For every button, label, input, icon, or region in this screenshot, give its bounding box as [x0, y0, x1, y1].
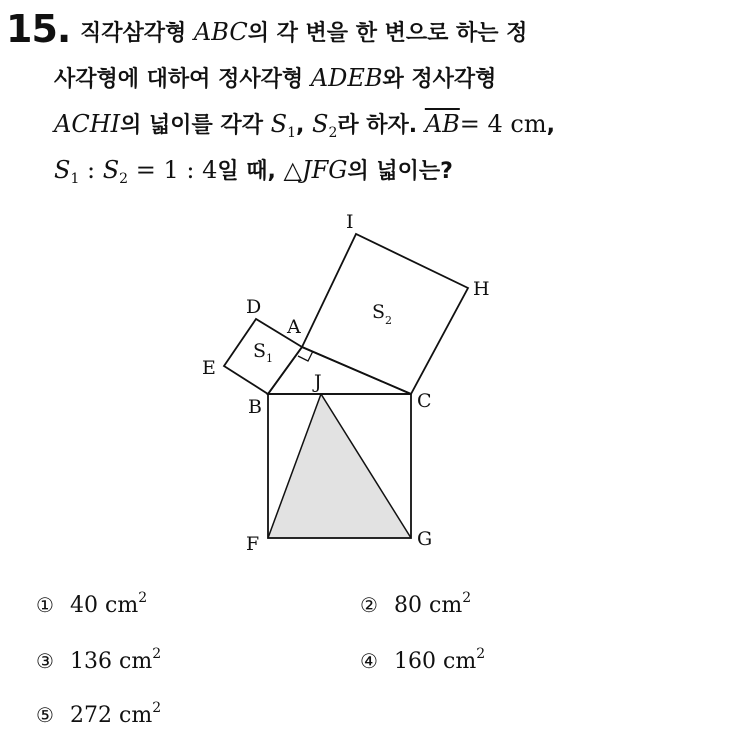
- right-angle-mark: [298, 351, 313, 361]
- stem-line-1: [54, 14, 724, 60]
- subscript-2: 2: [328, 125, 338, 141]
- stem-text: 사각형에 대하여 정사각형: [54, 67, 311, 92]
- choice-5-unit: cm: [119, 703, 153, 728]
- triangle-jfg: △JFG: [283, 156, 348, 184]
- label-i: I: [346, 211, 354, 233]
- label-j: J: [314, 371, 322, 393]
- label-b: B: [248, 396, 262, 418]
- stem-text: 라 하자.: [337, 113, 425, 138]
- stem-text: 와 정사각형: [382, 67, 497, 92]
- label-h: H: [473, 278, 490, 300]
- choice-4-unit: cm: [443, 649, 477, 674]
- label-g: G: [417, 528, 433, 550]
- choice-1-unit: cm: [105, 593, 139, 618]
- segment-length: = 4 cm: [459, 110, 547, 138]
- choice-4-value: 160: [394, 649, 436, 674]
- choice-3-mark: ③: [36, 649, 54, 673]
- choice-2-exponent: 2: [462, 590, 472, 606]
- label-s2-subscript: 2: [385, 314, 392, 327]
- figure-svg: [180, 200, 520, 560]
- choice-3-value: 136: [70, 649, 112, 674]
- label-e: E: [202, 357, 216, 379]
- triangle-abc: [268, 347, 411, 394]
- choice-4[interactable]: [360, 646, 485, 674]
- choice-2-mark: ②: [360, 593, 378, 617]
- label-s2: S: [372, 301, 386, 323]
- choice-4-exponent: 2: [476, 646, 486, 662]
- label-a: A: [287, 316, 301, 338]
- subscript-1: 1: [70, 171, 80, 187]
- label-s1: S: [253, 340, 267, 362]
- choice-3-unit: cm: [119, 649, 153, 674]
- stem-text: ,: [295, 113, 313, 138]
- choice-3[interactable]: [36, 646, 161, 674]
- area-symbol-s1: S: [270, 110, 288, 138]
- stem-line-3: [54, 106, 724, 152]
- choice-1-exponent: 2: [138, 590, 148, 606]
- choice-2[interactable]: [360, 590, 471, 618]
- choice-1-value: 40: [70, 593, 98, 618]
- ratio-value: = 1 : 4: [128, 156, 218, 184]
- square-name-2: ACHI: [54, 110, 121, 138]
- geometry-figure: [180, 200, 520, 560]
- choice-2-unit: cm: [429, 593, 463, 618]
- ratio-colon: :: [79, 156, 103, 184]
- question-number: 15.: [6, 7, 71, 51]
- question-stem: [54, 14, 724, 198]
- area-symbol-s2: S: [102, 156, 120, 184]
- choice-1-mark: ①: [36, 593, 54, 617]
- stem-line-2: [54, 60, 724, 106]
- stem-text: 의 넓이를 각각: [120, 113, 271, 138]
- choice-3-exponent: 2: [152, 646, 162, 662]
- label-c: C: [417, 390, 432, 412]
- stem-text: 일 때,: [217, 159, 284, 184]
- choice-2-value: 80: [394, 593, 422, 618]
- label-f: F: [246, 533, 260, 555]
- choice-5-exponent: 2: [152, 700, 162, 716]
- area-symbol-s1: S: [54, 156, 71, 184]
- stem-line-4: [54, 152, 724, 198]
- label-s1-subscript: 1: [266, 352, 273, 365]
- subscript-1: 1: [287, 125, 296, 141]
- triangle-jfg-shape: [268, 394, 411, 538]
- stem-text: 직각삼각형: [80, 21, 194, 46]
- area-symbol-s2: S: [312, 110, 329, 138]
- choice-4-mark: ④: [360, 649, 378, 673]
- choice-1[interactable]: [36, 590, 147, 618]
- stem-text: ,: [546, 113, 555, 138]
- choice-5[interactable]: [36, 700, 161, 728]
- stem-text: 의 각 변을 한 변으로 하는 정: [247, 21, 528, 46]
- square-name-1: ADEB: [310, 64, 383, 92]
- choice-5-value: 272: [70, 703, 112, 728]
- triangle-name: ABC: [193, 18, 248, 46]
- subscript-2: 2: [119, 171, 129, 187]
- choice-5-mark: ⑤: [36, 703, 54, 727]
- stem-text: 의 넓이는?: [347, 159, 453, 184]
- label-d: D: [246, 296, 262, 318]
- segment-ab: $\overline{AB}$: [424, 110, 460, 138]
